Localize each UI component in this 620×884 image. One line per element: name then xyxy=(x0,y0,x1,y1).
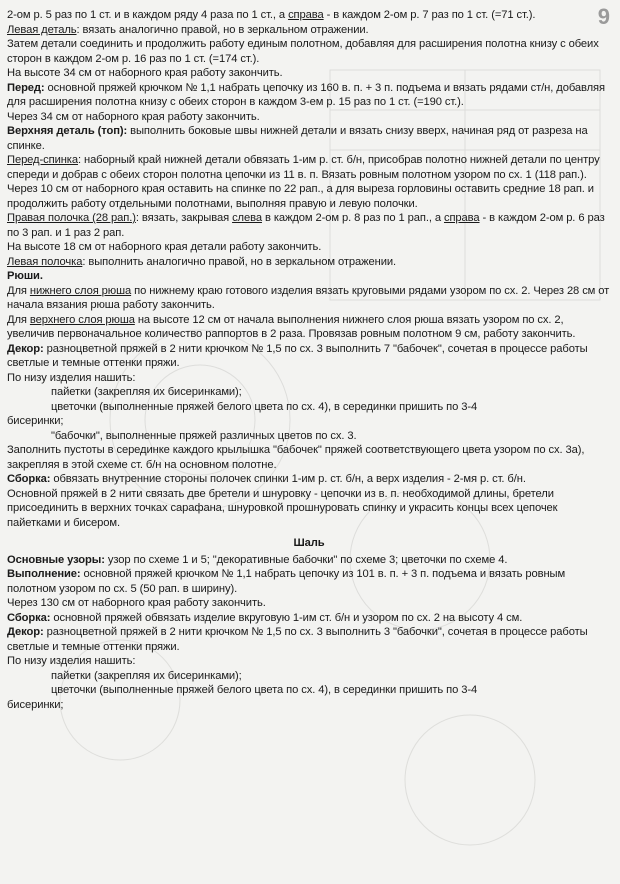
paragraph xyxy=(7,313,611,342)
text-run: основной пряжей обвязать изделие вкруговую 1-им ст. б/н и узором по сх. 2 на высоту 4 см. xyxy=(50,611,523,624)
text-run: : вязать, закрывая xyxy=(135,212,233,224)
section-heading xyxy=(7,536,611,551)
underlined-term: Левая полочка xyxy=(7,255,83,268)
text-run: Затем детали соединить и продолжить работу единым полотном, добавляя для расширения полотна книзу с обеих сторон в каждом 2-ом р. 16 раз по 1 ст. (=174 ст.). xyxy=(7,38,599,65)
paragraph xyxy=(7,23,611,38)
paragraph xyxy=(7,443,611,472)
paragraph xyxy=(7,182,611,211)
paragraph xyxy=(7,269,611,284)
text-run: по нижнему краю готового изделия вязать круговыми рядами узором по сх. 2. Через 28 см от начала вязания рюша работу закончить. xyxy=(7,284,610,311)
paragraph xyxy=(7,669,611,684)
text-run: основной пряжей крючком № 1,1 набрать цепочку из 160 в. п. + 3 п. подъема и вязать рядами ст/н, добавляя для расширения полотна книзу с обеих сторон в каждом 3-ем р. 15 раз по 1 ст. (=190 ст.). xyxy=(7,81,605,108)
text-run: Для xyxy=(7,313,30,326)
text-run: По низу изделия нашить: xyxy=(7,655,136,667)
text-run: цветочки (выполненные пряжей белого цвета по сх. 4), в серединки пришить по 3-4 xyxy=(51,400,478,413)
bold-label: Выполнение: xyxy=(7,568,81,580)
paragraph xyxy=(7,385,611,400)
paragraph xyxy=(7,698,611,713)
paragraph xyxy=(7,625,611,654)
paragraph xyxy=(7,596,611,611)
underlined-term: слева xyxy=(232,212,262,224)
underlined-term: справа xyxy=(443,212,480,224)
text-run: выполнить боковые швы нижней детали и вязать снизу вверх, начиная ряд от разреза на спинке. xyxy=(7,125,588,152)
paragraph xyxy=(7,211,611,240)
paragraph xyxy=(7,487,611,531)
text-run: "бабочки", выполненные пряжей различных цветов по сх. 3. xyxy=(51,429,357,442)
paragraph xyxy=(7,81,611,110)
bold-label: Рюши. xyxy=(7,270,43,282)
text-run: бисеринки; xyxy=(7,698,64,711)
text-run: На высоте 34 см от наборного края работу закончить. xyxy=(7,67,283,79)
paragraph xyxy=(7,255,611,270)
paragraph xyxy=(7,240,611,255)
bold-label: Декор: xyxy=(7,342,44,355)
text-run: : наборный край нижней детали обвязать 1-им р. ст. б/н, присобрав полотно нижней детали по центру спереди и добрав с обеих сторон полотна цепочки из 11 в. п. Вязать ровным полотном узором по сх. 1 (118 рап.). xyxy=(7,154,600,181)
underlined-term: Левая деталь xyxy=(7,23,77,36)
text-run: - в каждом 2-ом р. 6 раз по 3 рап. и 1 раз 2 рап. xyxy=(7,212,605,239)
text-run: - в каждом 2-ом р. 7 раз по 1 ст. (=71 ст.). xyxy=(323,9,536,21)
underlined-term: справа xyxy=(288,9,324,21)
text-run: 2-ом р. 5 раз по 1 ст. и в каждом ряду 4 раза по 1 ст., а xyxy=(7,9,289,21)
text-run: На высоте 18 см от наборного края детали работу закончить. xyxy=(7,241,322,253)
paragraph xyxy=(7,110,611,125)
text-run: в каждом 2-ом р. 8 раз по 1 рап., а xyxy=(261,212,444,224)
paragraph xyxy=(7,66,611,81)
text-run: По низу изделия нашить: xyxy=(7,371,136,384)
paragraph xyxy=(7,414,611,429)
text-run: Основной пряжей в 2 нити связать две бретели и шнуровку - цепочки из в. п. необходимой длины, бретели присоединить в верхних точках сарафана, шнуровкой прошнуровать спинку и украсить концы всех цепочек пайетками и бисером. xyxy=(7,487,558,529)
bold-label: Перед: xyxy=(7,81,45,94)
paragraph xyxy=(7,567,611,596)
bold-label: Декор: xyxy=(7,626,44,638)
text-run: : выполнить аналогично правой, но в зеркальном отражении. xyxy=(82,255,397,268)
text-run: разноцветной пряжей в 2 нити крючком № 1,5 по сх. 3 выполнить 7 "бабочек", сочетая в процессе работы светлые и темные оттенки пряжи. xyxy=(7,342,588,369)
paragraph xyxy=(7,342,611,371)
underlined-term: Перед-спинка xyxy=(7,154,78,166)
text-run: пайетки (закрепляя их бисеринками); xyxy=(51,669,242,682)
text-run: Через 34 см от наборного края работу закончить. xyxy=(7,110,260,123)
paragraph xyxy=(7,472,611,487)
text-run: : вязать аналогично правой, но в зеркальном отражении. xyxy=(76,23,369,36)
paragraph xyxy=(7,371,611,386)
page-number: 9 xyxy=(597,4,610,29)
text-run: узор по схеме 1 и 5; "декоративные бабочки" по схеме 3; цветочки по схеме 4. xyxy=(104,553,508,566)
paragraph xyxy=(7,37,611,66)
underlined-term: верхнего слоя рюша xyxy=(29,313,135,326)
paragraph xyxy=(7,611,611,626)
paragraph xyxy=(7,654,611,669)
text-run: на высоте 12 см от начала выполнения нижнего слоя рюша вязать узором по сх. 2, увеличив первоначальное количество раппортов в 2 раза. Провязав ровным полотном 9 см, работу закончить. xyxy=(7,313,576,340)
bold-label: Верхняя деталь (топ): xyxy=(7,125,128,137)
paragraph xyxy=(7,683,611,698)
underlined-term: Правая полочка (28 рап.) xyxy=(7,212,136,224)
text-run: Заполнить пустоты в серединке каждого крылышка "бабочек" пряжей соответствующего цвета узором по сх. 3а), закрепляя в этой схеме ст. б/н на основном полотне. xyxy=(7,444,585,471)
paragraph xyxy=(7,284,611,313)
paragraph xyxy=(7,8,611,23)
paragraph xyxy=(7,153,611,182)
bold-label: Сборка: xyxy=(7,611,51,624)
text-run: пайетки (закрепляя их бисеринками); xyxy=(51,386,242,398)
bold-label: Основные узоры: xyxy=(7,553,105,566)
text-run: обвязать внутренние стороны полочек спинки 1-им р. ст. б/н, а верх изделия - 2-мя р. ст. б/н. xyxy=(50,473,526,485)
text-run: бисеринки; xyxy=(7,415,64,427)
underlined-term: нижнего слоя рюша xyxy=(29,284,132,297)
paragraph xyxy=(7,400,611,415)
text-run: Для xyxy=(7,284,30,297)
bold-label: Сборка: xyxy=(7,473,51,485)
text-run: Через 10 см от наборного края оставить на спинке по 22 рап., а для выреза горловины оставить средние 18 рап. и продолжить работу отдельными полотнами, выполняя правую и левую полочки. xyxy=(7,183,594,210)
document-body xyxy=(7,8,611,712)
paragraph xyxy=(7,124,611,153)
text-run: основной пряжей крючком № 1,1 набрать цепочку из 101 в. п. + 3 п. подъема и вязать ровным полотном узором по сх. 5 (50 рап. в ширину). xyxy=(7,568,566,595)
text-run: Через 130 см от наборного края работу закончить. xyxy=(7,597,266,609)
text-run: цветочки (выполненные пряжей белого цвета по сх. 4), в серединки пришить по 3-4 xyxy=(51,684,478,696)
text-run: разноцветной пряжей в 2 нити крючком № 1,5 по сх. 3 выполнить 3 "бабочки", сочетая в процессе работы светлые и темные оттенки пряжи. xyxy=(7,626,588,653)
paragraph xyxy=(7,553,611,568)
bold-label: Шаль xyxy=(293,537,325,549)
paragraph xyxy=(7,429,611,444)
